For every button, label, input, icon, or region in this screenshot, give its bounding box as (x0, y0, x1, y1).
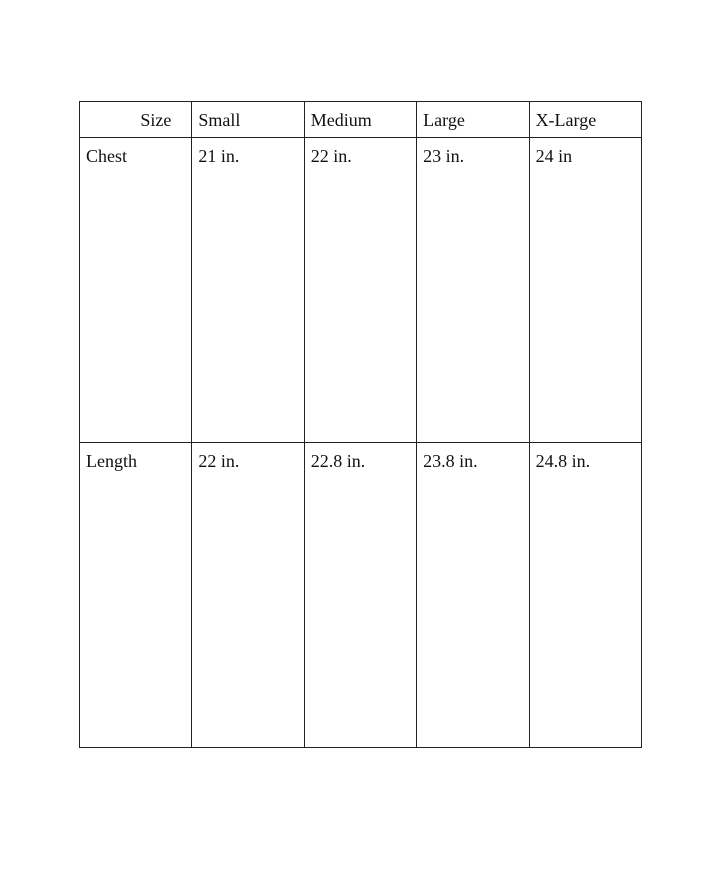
chest-x-large-cell: 24 in (529, 138, 641, 443)
length-small-cell: 22 in. (192, 443, 304, 748)
row-label-length: Length (80, 443, 192, 748)
length-medium-cell: 22.8 in. (304, 443, 416, 748)
row-label-chest: Chest (80, 138, 192, 443)
length-large-cell: 23.8 in. (417, 443, 529, 748)
table-row-length (80, 443, 642, 748)
chest-medium-cell: 22 in. (304, 138, 416, 443)
table-row-chest (80, 138, 642, 443)
column-header-small: Small (192, 102, 304, 138)
length-x-large-cell: 24.8 in. (529, 443, 641, 748)
column-header-x-large: X-Large (529, 102, 641, 138)
header-row (80, 102, 642, 138)
size-header-cell: Size (80, 102, 192, 138)
size-chart-table (79, 101, 642, 748)
chest-large-cell: 23 in. (417, 138, 529, 443)
column-header-large: Large (417, 102, 529, 138)
column-header-medium: Medium (304, 102, 416, 138)
chest-small-cell: 21 in. (192, 138, 304, 443)
